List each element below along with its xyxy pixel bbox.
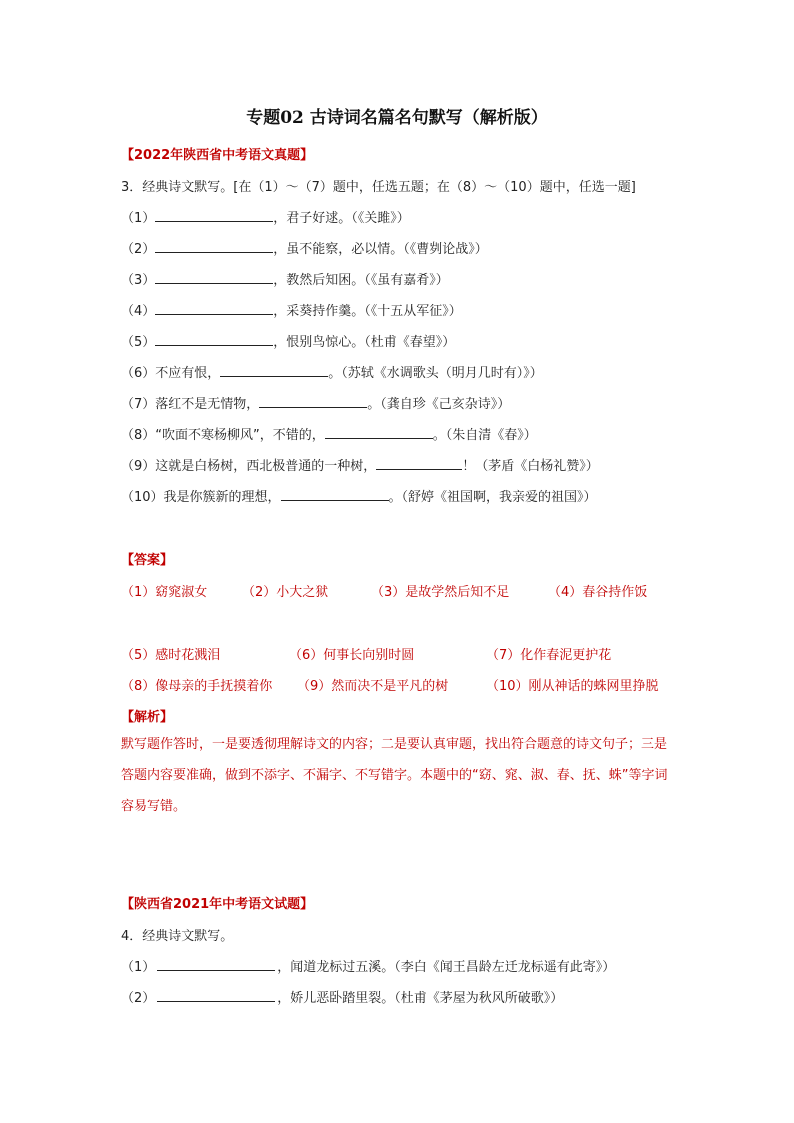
item-text: （7）落红不是无情物， <box>121 397 260 412</box>
item-text: （9）这就是白杨树，西北极普通的一种树， <box>121 459 377 474</box>
question-item-7 <box>121 393 510 412</box>
analysis-header: 【解析】 <box>121 710 174 725</box>
item-text: 。（龚自珍《己亥杂诗》） <box>367 397 511 412</box>
item-number: （5） <box>121 335 156 350</box>
question-4-prompt: 4．经典诗文默写。 <box>121 929 234 944</box>
answer-item: （4）春谷持作饭 <box>548 585 648 600</box>
answer-item: （10）刚从神话的蛛网里挣脱 <box>486 679 659 694</box>
item-text: ，闻道龙标过五溪。（李白《闻王昌龄左迁龙标遥有此寄》） <box>277 960 616 975</box>
answer-blank <box>157 988 275 1002</box>
answer-blank <box>155 208 273 222</box>
item-text: ，娇儿恶卧踏里裂。（杜甫《茅屋为秋风所破歌》） <box>277 991 564 1006</box>
item-text: ！（茅盾《白杨礼赞》） <box>462 459 599 474</box>
item-text: （8）“吹面不寒杨柳风”，不错的， <box>121 428 325 443</box>
answer-blank <box>325 425 433 439</box>
answer-item: （5）感时花溅泪 <box>121 648 221 663</box>
answer-item: （6）何事长向别时圆 <box>289 648 415 663</box>
item-text: 。（苏轼《水调歌头（明月几时有）》） <box>328 366 543 381</box>
answer-blank <box>281 487 389 501</box>
question-3-prompt: 3．经典诗文默写。[在（1）～（7）题中，任选五题；在（8）～（10）题中，任选一题] <box>121 180 636 195</box>
item-number: （3） <box>121 273 156 288</box>
answer-blank <box>155 332 273 346</box>
question-item-4 <box>121 300 462 319</box>
answer-item: （3）是故学然后知不足 <box>371 585 510 600</box>
answer-blank <box>259 394 367 408</box>
item-text: 。（舒婷《祖国啊，我亲爱的祖国》） <box>388 490 597 505</box>
section-header-2021: 【陕西省2021年中考语文试题】 <box>121 897 314 912</box>
answer-item: （9）然而决不是平凡的树 <box>297 679 449 694</box>
answer-item: （1）窈窕淑女 <box>121 585 208 600</box>
item-text: ，君子好逑。（《关雎》） <box>273 211 410 226</box>
item-text: ，教然后知困。（《虽有嘉肴》） <box>273 273 449 288</box>
item-text: ，恨别鸟惊心。（杜甫《春望》） <box>273 335 456 350</box>
item-number: （2） <box>121 991 156 1006</box>
question-item-6 <box>121 362 543 381</box>
answer-blank <box>376 456 462 470</box>
question-item-2 <box>121 238 488 257</box>
answer-blank <box>157 957 275 971</box>
item-text: （6）不应有恨， <box>121 366 221 381</box>
answer-blank <box>155 239 273 253</box>
answer-header: 【答案】 <box>121 553 174 568</box>
item-text: ，采葵持作羹。（《十五从军征》） <box>273 304 462 319</box>
question-item-8 <box>121 424 537 443</box>
question-4-item-2 <box>121 987 563 1006</box>
answer-item: （7）化作春泥更护花 <box>486 648 612 663</box>
section-header-2022: 【2022年陕西省中考语文真题】 <box>121 148 314 163</box>
page-title: 专题02 古诗词名篇名句默写（解析版） <box>246 108 548 128</box>
question-item-9 <box>121 455 599 474</box>
item-number: （1） <box>121 960 156 975</box>
answer-blank <box>155 270 273 284</box>
question-item-10 <box>121 486 597 505</box>
question-item-3 <box>121 269 449 288</box>
answer-item: （8）像母亲的手抚摸着你 <box>121 679 273 694</box>
answer-blank <box>220 363 328 377</box>
item-text: （10）我是你簇新的理想， <box>121 490 281 505</box>
item-number: （1） <box>121 211 156 226</box>
item-text: ，虽不能察，必以情。（《曹刿论战》） <box>273 242 488 257</box>
item-text: 。（朱自清《春》） <box>432 428 537 443</box>
question-item-5 <box>121 331 455 350</box>
answer-blank <box>155 301 273 315</box>
analysis-text: 默写题作答时，一是要透彻理解诗文的内容；二是要认真审题，找出符合题意的诗文句子；三是答题内容要准确，做到不添字、不漏字、不写错字。本题中的“窈、窕、淑、春、抚、蛛”等字词容易写错。 <box>121 737 668 814</box>
item-number: （2） <box>121 242 156 257</box>
question-item-1 <box>121 207 410 226</box>
answer-item: （2）小大之狱 <box>242 585 329 600</box>
item-number: （4） <box>121 304 156 319</box>
question-4-item-1 <box>121 956 615 975</box>
